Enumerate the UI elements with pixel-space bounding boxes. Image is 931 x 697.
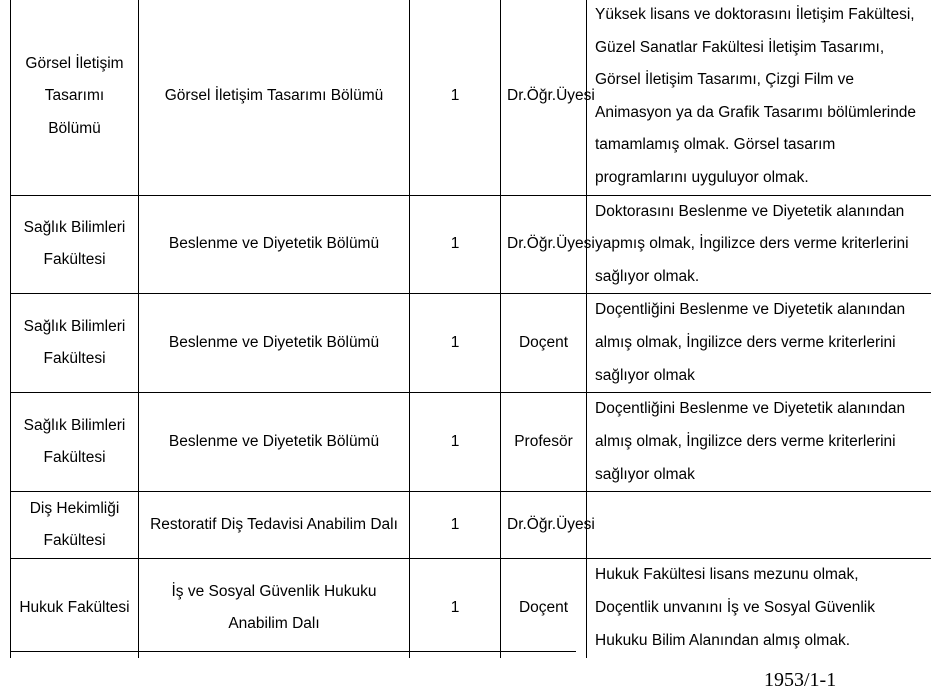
title-cell: Profesör <box>501 393 587 492</box>
count-cell: 1 <box>410 0 501 195</box>
title-cell: Dr.Öğr.Üyesi <box>501 195 587 294</box>
requirement-cell: Hukuk Fakültesi lisans mezunu olmak, Doçentlik unvanını İş ve Sosyal Güvenlik Hukuku Bilim Alanından almış olmak. <box>587 559 931 658</box>
requirement-cell: Doktorasını Beslenme ve Diyetetik alanından yapmış olmak, İngilizce ders verme kriterlerini sağlıyor olmak. <box>587 195 931 294</box>
title-cell: Doçent <box>501 294 587 393</box>
department-cell: Görsel İletişim Tasarımı Bölümü <box>139 0 410 195</box>
title-cell: Dr.Öğr.Üyesi <box>501 492 587 559</box>
faculty-cell: Sağlık Bilimleri Fakültesi <box>11 393 139 492</box>
faculty-cell: Diş Hekimliği Fakültesi <box>11 492 139 559</box>
requirement-cell: Doçentliğini Beslenme ve Diyetetik alanından almış olmak, İngilizce ders verme kriterlerini sağlıyor olmak <box>587 294 931 393</box>
page-code: 1953/1-1 <box>764 669 837 691</box>
requirement-cell: Yüksek lisans ve doktorasını İletişim Fakültesi, Güzel Sanatlar Fakültesi İletişim Tasarımı, Görsel İletişim Tasarımı, Çizgi Film ve Animasyon ya da Grafik Tasarımı bölümlerinde tamamlamış olmak. Görsel tasarım programlarını uyguluyor olmak. <box>587 0 931 195</box>
count-cell: 1 <box>410 492 501 559</box>
count-cell: 1 <box>410 393 501 492</box>
faculty-cell: Sağlık Bilimleri Fakültesi <box>11 294 139 393</box>
count-cell: 1 <box>410 195 501 294</box>
table-row <box>11 195 931 294</box>
department-cell: Beslenme ve Diyetetik Bölümü <box>139 294 410 393</box>
table-bottom-rule <box>10 651 576 652</box>
table-row <box>11 393 931 492</box>
title-cell: Doçent <box>501 559 587 658</box>
faculty-cell: Hukuk Fakültesi <box>11 559 139 658</box>
department-cell: Beslenme ve Diyetetik Bölümü <box>139 393 410 492</box>
department-cell: Restoratif Diş Tedavisi Anabilim Dalı <box>139 492 410 559</box>
table-row <box>11 559 931 658</box>
department-cell: Beslenme ve Diyetetik Bölümü <box>139 195 410 294</box>
table-row <box>11 0 931 195</box>
requirement-cell <box>587 492 931 559</box>
position-listing-table <box>10 0 931 658</box>
faculty-cell: Sağlık Bilimleri Fakültesi <box>11 195 139 294</box>
table-row <box>11 294 931 393</box>
count-cell: 1 <box>410 559 501 658</box>
faculty-cell: Görsel İletişim Tasarımı Bölümü <box>11 0 139 195</box>
count-cell: 1 <box>410 294 501 393</box>
department-cell: İş ve Sosyal Güvenlik Hukuku Anabilim Dalı <box>139 559 410 658</box>
requirement-cell: Doçentliğini Beslenme ve Diyetetik alanından almış olmak, İngilizce ders verme kriterlerini sağlıyor olmak <box>587 393 931 492</box>
table-row <box>11 492 931 559</box>
title-cell: Dr.Öğr.Üyesi <box>501 0 587 195</box>
